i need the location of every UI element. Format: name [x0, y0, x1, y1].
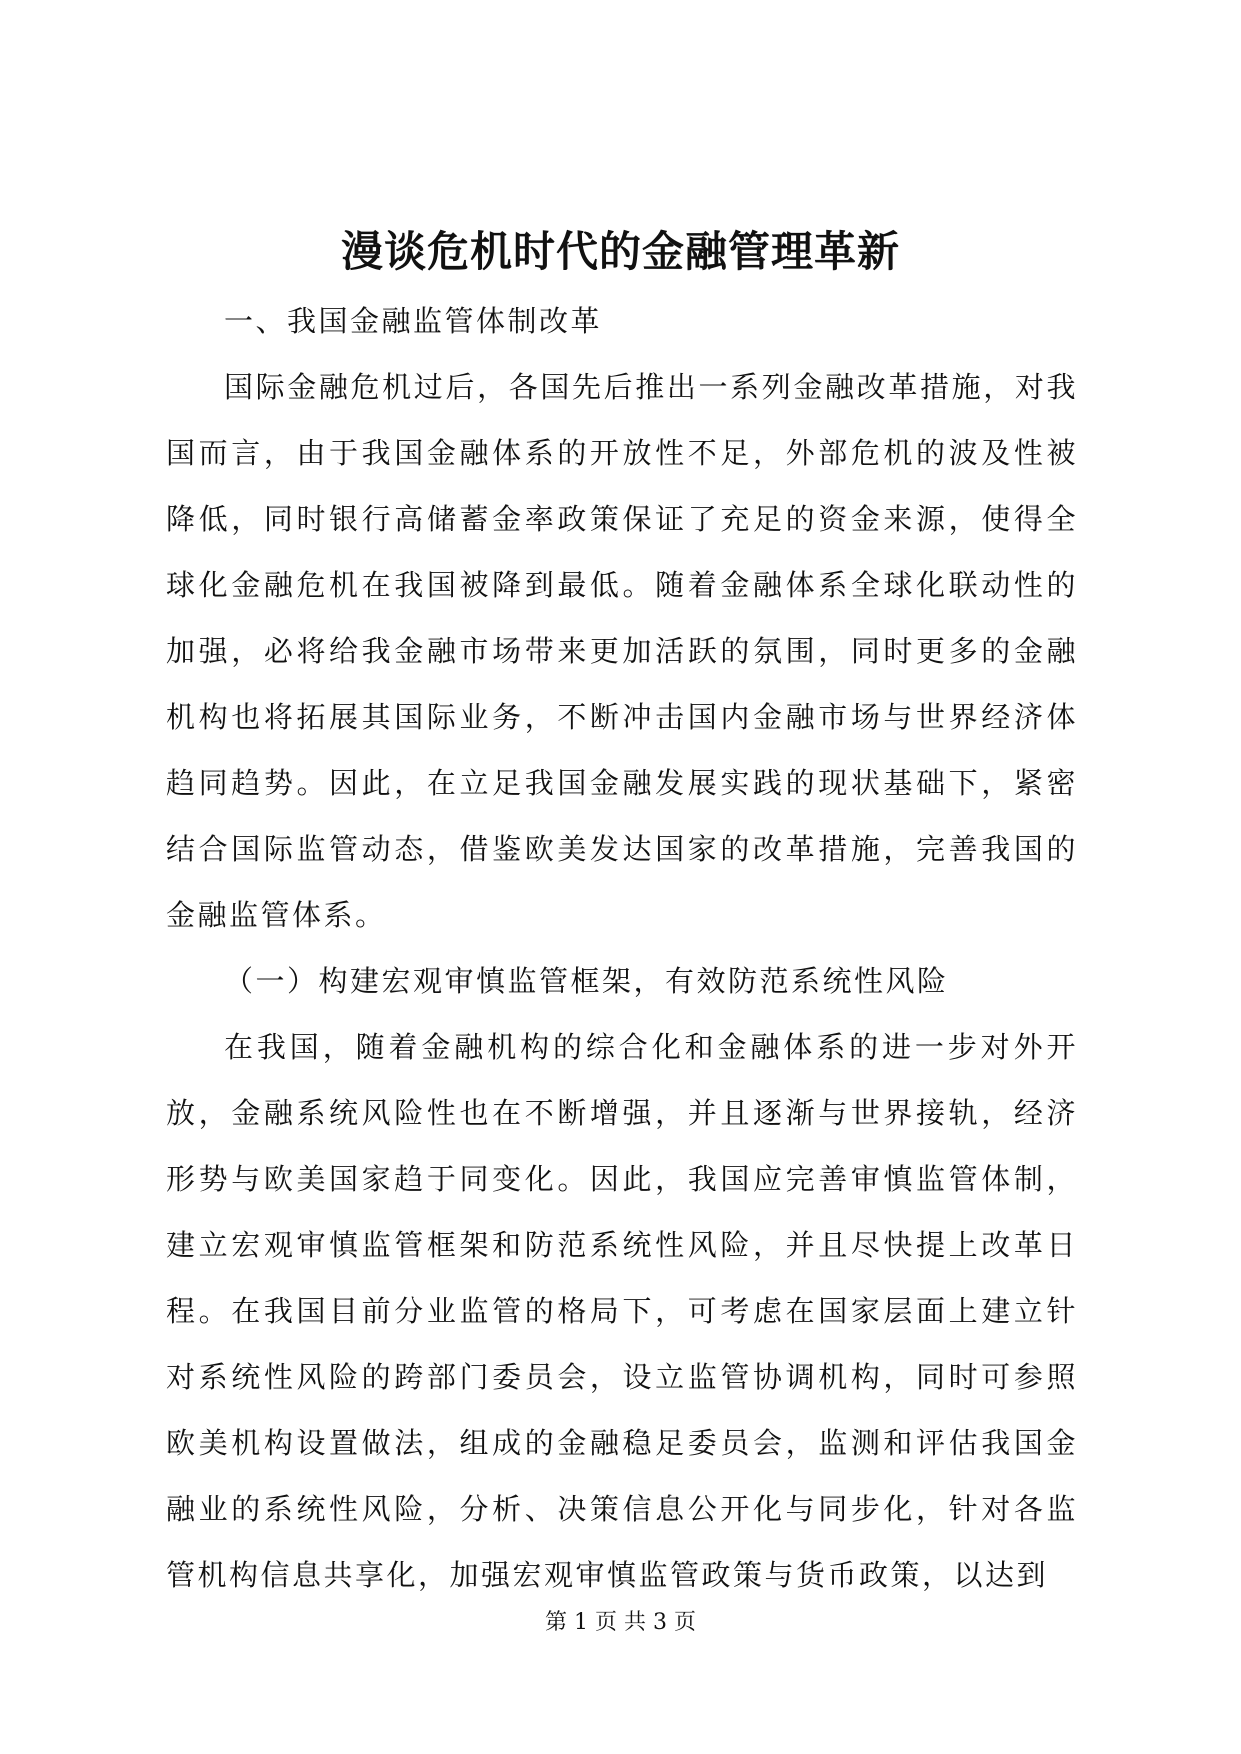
document-body: [166, 288, 1078, 1608]
document-title: 漫谈危机时代的金融管理革新: [340, 227, 900, 276]
body-paragraph: 在我国，随着金融机构的综合化和金融体系的进一步对外开放，金融系统风险性也在不断增强，并且逐渐与世界接轨，经济形势与欧美国家趋于同变化。因此，我国应完善审慎监管体制，建立宏观审慎监管框架和防范系统性风险，并且尽快提上改革日程。在我国目前分业监管的格局下，可考虑在国家层面上建立针对系统性风险的跨部门委员会，设立监管协调机构，同时可参照欧美机构设置做法，组成的金融稳足委员会，监测和评估我国金融业的系统性风险，分析、决策信息公开化与同步化，针对各监管机构信息共享化，加强宏观审慎监管政策与货币政策，以达到: [166, 1030, 1078, 1592]
section-heading: 一、我国金融监管体制改革: [224, 304, 603, 338]
body-paragraph: 国际金融危机过后，各国先后推出一系列金融改革措施，对我国而言，由于我国金融体系的开放性不足，外部危机的波及性被降低，同时银行高储蓄金率政策保证了充足的资金来源，使得全球化金融危机在我国被降到最低。随着金融体系全球化联动性的加强，必将给我金融市场带来更加活跃的氛围，同时更多的金融机构也将拓展其国际业务，不断冲击国内金融市场与世界经济体趋同趋势。因此，在立足我国金融发展实践的现状基础下，紧密结合国际监管动态，借鉴欧美发达国家的改革措施，完善我国的金融监管体系。: [166, 370, 1078, 932]
subsection-heading: （一）构建宏观审慎监管框架，有效防范系统性风险: [224, 964, 949, 998]
page-footer: 第 1 页 共 3 页: [545, 1610, 696, 1635]
